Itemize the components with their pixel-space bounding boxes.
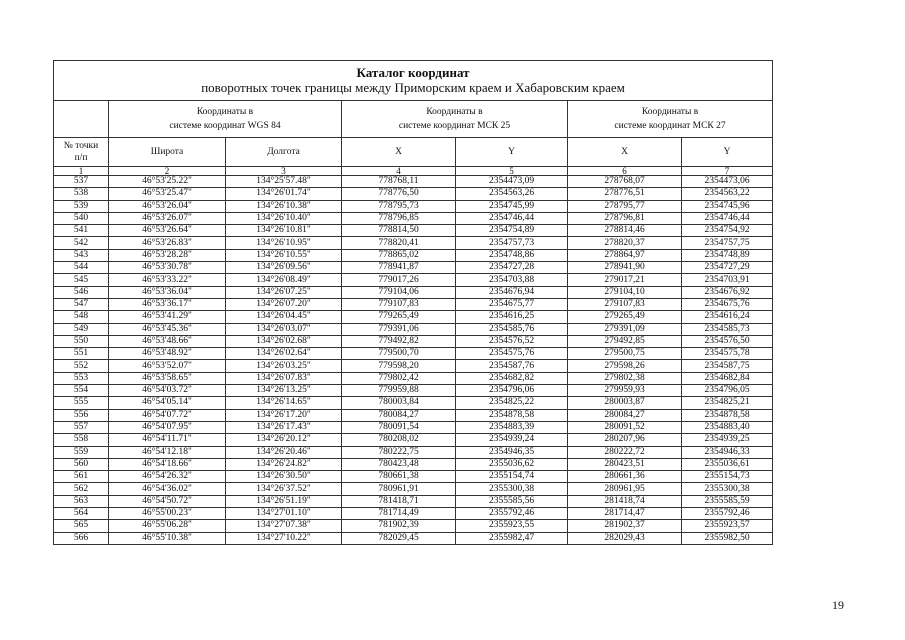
x-msk27-cell: 282029,43 [568, 532, 682, 544]
table-row [54, 311, 773, 323]
x-msk25-cell: 779017,26 [342, 274, 456, 286]
point-number-cell: 558 [54, 434, 109, 446]
table-row [54, 520, 773, 532]
y-msk27-cell: 2354473,06 [682, 176, 773, 188]
x-msk27-cell: 279104,10 [568, 286, 682, 298]
y-msk27-cell: 2355154,73 [682, 471, 773, 483]
longitude-cell: 134°26'10.81" [226, 225, 342, 237]
latitude-cell: 46°53'33.22" [109, 274, 226, 286]
x-msk27-cell: 280003,87 [568, 397, 682, 409]
y-msk27-cell: 2354575,78 [682, 348, 773, 360]
column-header-y-msk25: Y [456, 138, 568, 167]
x-msk27-cell: 280222,72 [568, 446, 682, 458]
longitude-cell: 134°25'57.48" [226, 176, 342, 188]
y-msk25-cell: 2355154,74 [456, 471, 568, 483]
latitude-cell: 46°53'58.65" [109, 372, 226, 384]
latitude-cell: 46°54'03.72" [109, 385, 226, 397]
table-row [54, 471, 773, 483]
x-msk25-cell: 779107,83 [342, 298, 456, 310]
y-msk25-cell: 2354675,77 [456, 298, 568, 310]
x-msk25-cell: 780222,75 [342, 446, 456, 458]
y-msk25-cell: 2354682,82 [456, 372, 568, 384]
latitude-cell: 46°53'41.29" [109, 311, 226, 323]
latitude-cell: 46°54'50.72" [109, 495, 226, 507]
point-number-cell: 563 [54, 495, 109, 507]
longitude-cell: 134°26'03.07" [226, 323, 342, 335]
group-header-msk25 [342, 101, 568, 138]
y-msk27-cell: 2354754,92 [682, 225, 773, 237]
latitude-cell: 46°53'36.04" [109, 286, 226, 298]
y-msk25-cell: 2355585,56 [456, 495, 568, 507]
x-msk25-cell: 779492,82 [342, 335, 456, 347]
y-msk25-cell: 2354878,58 [456, 409, 568, 421]
table-row [54, 298, 773, 310]
table-row [54, 348, 773, 360]
y-msk27-cell: 2355036,61 [682, 458, 773, 470]
table-row [54, 262, 773, 274]
longitude-cell: 134°27'01.10" [226, 508, 342, 520]
y-msk27-cell: 2354675,76 [682, 298, 773, 310]
y-msk27-cell: 2354748,89 [682, 249, 773, 261]
y-msk27-cell: 2354746,44 [682, 212, 773, 224]
y-msk25-cell: 2354727,28 [456, 262, 568, 274]
point-number-cell: 539 [54, 200, 109, 212]
y-msk25-cell: 2355792,46 [456, 508, 568, 520]
table-row [54, 397, 773, 409]
x-msk25-cell: 780661,38 [342, 471, 456, 483]
table-row [54, 495, 773, 507]
longitude-cell: 134°26'20.46" [226, 446, 342, 458]
y-msk27-cell: 2354576,50 [682, 335, 773, 347]
table-row [54, 237, 773, 249]
column-header-x-msk25: X [342, 138, 456, 167]
latitude-cell: 46°54'11.71" [109, 434, 226, 446]
point-number-cell: 565 [54, 520, 109, 532]
x-msk27-cell: 278796,81 [568, 212, 682, 224]
x-msk27-cell: 279107,83 [568, 298, 682, 310]
table-row [54, 385, 773, 397]
point-number-cell: 557 [54, 421, 109, 433]
latitude-cell: 46°53'26.64" [109, 225, 226, 237]
group-header-wgs84 [109, 101, 342, 138]
y-msk25-cell: 2354796,06 [456, 385, 568, 397]
group-header-line: системе координат WGS 84 [169, 121, 281, 131]
longitude-cell: 134°26'07.25" [226, 286, 342, 298]
x-msk27-cell: 278864,97 [568, 249, 682, 261]
group-header-line: Координаты в [426, 106, 483, 117]
x-msk25-cell: 778795,73 [342, 200, 456, 212]
table-row [54, 212, 773, 224]
y-msk27-cell: 2354883,40 [682, 421, 773, 433]
y-msk27-cell: 2354682,84 [682, 372, 773, 384]
point-number-cell: 538 [54, 188, 109, 200]
longitude-cell: 134°26'17.20" [226, 409, 342, 421]
x-msk25-cell: 780091,54 [342, 421, 456, 433]
empty-corner-cell [54, 101, 109, 138]
latitude-cell: 46°54'12.18" [109, 446, 226, 458]
longitude-cell: 134°26'09.56" [226, 262, 342, 274]
x-msk27-cell: 278814,46 [568, 225, 682, 237]
x-msk25-cell: 779265,49 [342, 311, 456, 323]
point-number-cell: 549 [54, 323, 109, 335]
y-msk25-cell: 2354748,86 [456, 249, 568, 261]
y-msk25-cell: 2354473,09 [456, 176, 568, 188]
y-msk27-cell: 2354676,92 [682, 286, 773, 298]
y-msk27-cell: 2354757,75 [682, 237, 773, 249]
table-row [54, 249, 773, 261]
table-row [54, 286, 773, 298]
x-msk25-cell: 780423,48 [342, 458, 456, 470]
longitude-cell: 134°26'30.50" [226, 471, 342, 483]
table-row [54, 421, 773, 433]
point-number-cell: 540 [54, 212, 109, 224]
point-number-cell: 542 [54, 237, 109, 249]
x-msk27-cell: 279598,26 [568, 360, 682, 372]
column-number: 2 [109, 167, 226, 176]
table-row [54, 225, 773, 237]
x-msk27-cell: 281902,37 [568, 520, 682, 532]
y-msk25-cell: 2354575,76 [456, 348, 568, 360]
table-row [54, 274, 773, 286]
longitude-cell: 134°27'10.22" [226, 532, 342, 544]
y-msk27-cell: 2354703,91 [682, 274, 773, 286]
latitude-cell: 46°53'25.47" [109, 188, 226, 200]
column-header-y-msk27: Y [682, 138, 773, 167]
x-msk25-cell: 778768,11 [342, 176, 456, 188]
point-number-cell: 550 [54, 335, 109, 347]
latitude-cell: 46°55'06.28" [109, 520, 226, 532]
x-msk25-cell: 779391,06 [342, 323, 456, 335]
point-number-cell: 564 [54, 508, 109, 520]
table-row [54, 532, 773, 544]
longitude-cell: 134°26'04.45" [226, 311, 342, 323]
y-msk25-cell: 2354883,39 [456, 421, 568, 433]
latitude-cell: 46°53'45.36" [109, 323, 226, 335]
y-msk27-cell: 2354563,22 [682, 188, 773, 200]
latitude-cell: 46°53'52.07" [109, 360, 226, 372]
latitude-cell: 46°54'36.02" [109, 483, 226, 495]
catalog-body [54, 176, 773, 545]
table-row [54, 409, 773, 421]
x-msk25-cell: 779104,06 [342, 286, 456, 298]
x-msk27-cell: 280661,36 [568, 471, 682, 483]
x-msk27-cell: 279391,09 [568, 323, 682, 335]
point-number-cell: 554 [54, 385, 109, 397]
group-header-line: Координаты в [641, 106, 699, 117]
table-row [54, 483, 773, 495]
y-msk25-cell: 2354825,22 [456, 397, 568, 409]
point-number-cell: 559 [54, 446, 109, 458]
group-header-msk27 [568, 101, 773, 138]
latitude-cell: 46°53'30.78" [109, 262, 226, 274]
latitude-cell: 46°53'26.07" [109, 212, 226, 224]
longitude-cell: 134°26'10.95" [226, 237, 342, 249]
x-msk27-cell: 279265,49 [568, 311, 682, 323]
y-msk27-cell: 2354878,58 [682, 409, 773, 421]
x-msk25-cell: 778865,02 [342, 249, 456, 261]
y-msk27-cell: 2354585,73 [682, 323, 773, 335]
point-number-cell: 545 [54, 274, 109, 286]
column-header-point [54, 138, 109, 167]
x-msk25-cell: 781902,39 [342, 520, 456, 532]
x-msk27-cell: 280423,51 [568, 458, 682, 470]
longitude-cell: 134°26'10.55" [226, 249, 342, 261]
column-header-longitude: Долгота [226, 138, 342, 167]
point-number-cell: 544 [54, 262, 109, 274]
longitude-cell: 134°26'02.68" [226, 335, 342, 347]
longitude-cell: 134°26'10.40" [226, 212, 342, 224]
longitude-cell: 134°26'08.49" [226, 274, 342, 286]
x-msk25-cell: 780961,91 [342, 483, 456, 495]
table-row [54, 188, 773, 200]
y-msk25-cell: 2354585,76 [456, 323, 568, 335]
table-row [54, 446, 773, 458]
x-msk27-cell: 280084,27 [568, 409, 682, 421]
y-msk25-cell: 2355982,47 [456, 532, 568, 544]
x-msk27-cell: 280091,52 [568, 421, 682, 433]
x-msk25-cell: 778820,41 [342, 237, 456, 249]
y-msk25-cell: 2355923,55 [456, 520, 568, 532]
y-msk25-cell: 2354616,25 [456, 311, 568, 323]
point-number-cell: 547 [54, 298, 109, 310]
point-number-cell: 555 [54, 397, 109, 409]
catalog-title: Каталог координат [356, 65, 470, 81]
x-msk25-cell: 782029,45 [342, 532, 456, 544]
latitude-cell: 46°53'48.66" [109, 335, 226, 347]
longitude-cell: 134°26'51.19" [226, 495, 342, 507]
y-msk27-cell: 2355300,38 [682, 483, 773, 495]
latitude-cell: 46°53'36.17" [109, 298, 226, 310]
y-msk27-cell: 2354727,29 [682, 262, 773, 274]
y-msk27-cell: 2355982,50 [682, 532, 773, 544]
y-msk27-cell: 2354946,33 [682, 446, 773, 458]
y-msk27-cell: 2355923,57 [682, 520, 773, 532]
y-msk25-cell: 2354939,24 [456, 434, 568, 446]
point-number-cell: 562 [54, 483, 109, 495]
x-msk25-cell: 779598,20 [342, 360, 456, 372]
table-row [54, 323, 773, 335]
latitude-cell: 46°53'26.04" [109, 200, 226, 212]
table-row [54, 508, 773, 520]
latitude-cell: 46°54'05.14" [109, 397, 226, 409]
x-msk25-cell: 779500,70 [342, 348, 456, 360]
y-msk25-cell: 2355300,38 [456, 483, 568, 495]
x-msk25-cell: 781418,71 [342, 495, 456, 507]
y-msk27-cell: 2354796,05 [682, 385, 773, 397]
table-row [54, 360, 773, 372]
column-header-line: п/п [74, 153, 88, 163]
y-msk27-cell: 2354825,21 [682, 397, 773, 409]
longitude-cell: 134°26'17.43" [226, 421, 342, 433]
page-number: 19 [832, 598, 844, 612]
x-msk25-cell: 778941,87 [342, 262, 456, 274]
column-number-row [54, 167, 773, 176]
x-msk27-cell: 278768,07 [568, 176, 682, 188]
point-number-cell: 566 [54, 532, 109, 544]
point-number-cell: 551 [54, 348, 109, 360]
column-header-line: № точки [63, 140, 99, 151]
table-row [54, 434, 773, 446]
x-msk25-cell: 778796,85 [342, 212, 456, 224]
x-msk27-cell: 281418,74 [568, 495, 682, 507]
x-msk27-cell: 278820,37 [568, 237, 682, 249]
longitude-cell: 134°26'24.82" [226, 458, 342, 470]
longitude-cell: 134°26'01.74" [226, 188, 342, 200]
x-msk25-cell: 780208,02 [342, 434, 456, 446]
x-msk27-cell: 280207,96 [568, 434, 682, 446]
column-header-x-msk27: X [568, 138, 682, 167]
y-msk25-cell: 2354563,26 [456, 188, 568, 200]
y-msk27-cell: 2355585,59 [682, 495, 773, 507]
y-msk25-cell: 2354587,76 [456, 360, 568, 372]
y-msk27-cell: 2354616,24 [682, 311, 773, 323]
y-msk27-cell: 2354745,96 [682, 200, 773, 212]
group-header-line: системе координат МСК 27 [614, 121, 726, 131]
column-number: 6 [568, 167, 682, 176]
x-msk25-cell: 781714,49 [342, 508, 456, 520]
column-number: 1 [54, 167, 109, 176]
point-number-cell: 546 [54, 286, 109, 298]
x-msk27-cell: 278795,77 [568, 200, 682, 212]
y-msk25-cell: 2354754,89 [456, 225, 568, 237]
y-msk25-cell: 2354757,73 [456, 237, 568, 249]
x-msk27-cell: 280961,95 [568, 483, 682, 495]
column-number: 7 [682, 167, 773, 176]
y-msk25-cell: 2354703,88 [456, 274, 568, 286]
latitude-cell: 46°54'07.95" [109, 421, 226, 433]
longitude-cell: 134°26'20.12" [226, 434, 342, 446]
longitude-cell: 134°26'02.64" [226, 348, 342, 360]
longitude-cell: 134°26'07.20" [226, 298, 342, 310]
catalog-subtitle: поворотных точек границы между Приморским краем и Хабаровским краем [201, 79, 625, 95]
group-header-line: системе координат МСК 25 [398, 121, 511, 131]
column-number: 3 [226, 167, 342, 176]
latitude-cell: 46°54'07.72" [109, 409, 226, 421]
column-number: 4 [342, 167, 456, 176]
point-number-cell: 556 [54, 409, 109, 421]
x-msk25-cell: 780003,84 [342, 397, 456, 409]
y-msk25-cell: 2354746,44 [456, 212, 568, 224]
point-number-cell: 541 [54, 225, 109, 237]
x-msk25-cell: 780084,27 [342, 409, 456, 421]
group-header-line: Координаты в [196, 106, 254, 117]
latitude-cell: 46°55'00.23" [109, 508, 226, 520]
longitude-cell: 134°26'10.38" [226, 200, 342, 212]
table-row [54, 372, 773, 384]
y-msk25-cell: 2354946,35 [456, 446, 568, 458]
x-msk25-cell: 778776,50 [342, 188, 456, 200]
x-msk27-cell: 281714,47 [568, 508, 682, 520]
longitude-cell: 134°26'13.25" [226, 385, 342, 397]
longitude-cell: 134°26'37.52" [226, 483, 342, 495]
column-number: 5 [456, 167, 568, 176]
point-number-cell: 543 [54, 249, 109, 261]
x-msk27-cell: 278776,51 [568, 188, 682, 200]
y-msk27-cell: 2355792,46 [682, 508, 773, 520]
x-msk27-cell: 278941,90 [568, 262, 682, 274]
y-msk25-cell: 2354576,52 [456, 335, 568, 347]
latitude-cell: 46°53'48.92" [109, 348, 226, 360]
x-msk27-cell: 279017,21 [568, 274, 682, 286]
y-msk27-cell: 2354939,25 [682, 434, 773, 446]
table-row [54, 176, 773, 188]
longitude-cell: 134°26'03.25" [226, 360, 342, 372]
point-number-cell: 553 [54, 372, 109, 384]
table-row [54, 458, 773, 470]
point-number-cell: 537 [54, 176, 109, 188]
longitude-cell: 134°27'07.38" [226, 520, 342, 532]
x-msk27-cell: 279492,85 [568, 335, 682, 347]
point-number-cell: 560 [54, 458, 109, 470]
column-header-latitude: Широта [109, 138, 226, 167]
x-msk25-cell: 779802,42 [342, 372, 456, 384]
x-msk27-cell: 279802,38 [568, 372, 682, 384]
latitude-cell: 46°54'26.32" [109, 471, 226, 483]
table-row [54, 335, 773, 347]
y-msk25-cell: 2355036,62 [456, 458, 568, 470]
latitude-cell: 46°54'18.66" [109, 458, 226, 470]
y-msk27-cell: 2354587,75 [682, 360, 773, 372]
table-title [54, 61, 773, 101]
y-msk25-cell: 2354745,99 [456, 200, 568, 212]
coordinate-catalog-table [53, 60, 773, 545]
x-msk27-cell: 279959,93 [568, 385, 682, 397]
x-msk27-cell: 279500,75 [568, 348, 682, 360]
longitude-cell: 134°26'14.65" [226, 397, 342, 409]
latitude-cell: 46°55'10.38" [109, 532, 226, 544]
table-row [54, 200, 773, 212]
point-number-cell: 561 [54, 471, 109, 483]
longitude-cell: 134°26'07.83" [226, 372, 342, 384]
latitude-cell: 46°53'28.28" [109, 249, 226, 261]
y-msk25-cell: 2354676,94 [456, 286, 568, 298]
x-msk25-cell: 779959,88 [342, 385, 456, 397]
latitude-cell: 46°53'26.83" [109, 237, 226, 249]
point-number-cell: 548 [54, 311, 109, 323]
latitude-cell: 46°53'25.22" [109, 176, 226, 188]
x-msk25-cell: 778814,50 [342, 225, 456, 237]
point-number-cell: 552 [54, 360, 109, 372]
